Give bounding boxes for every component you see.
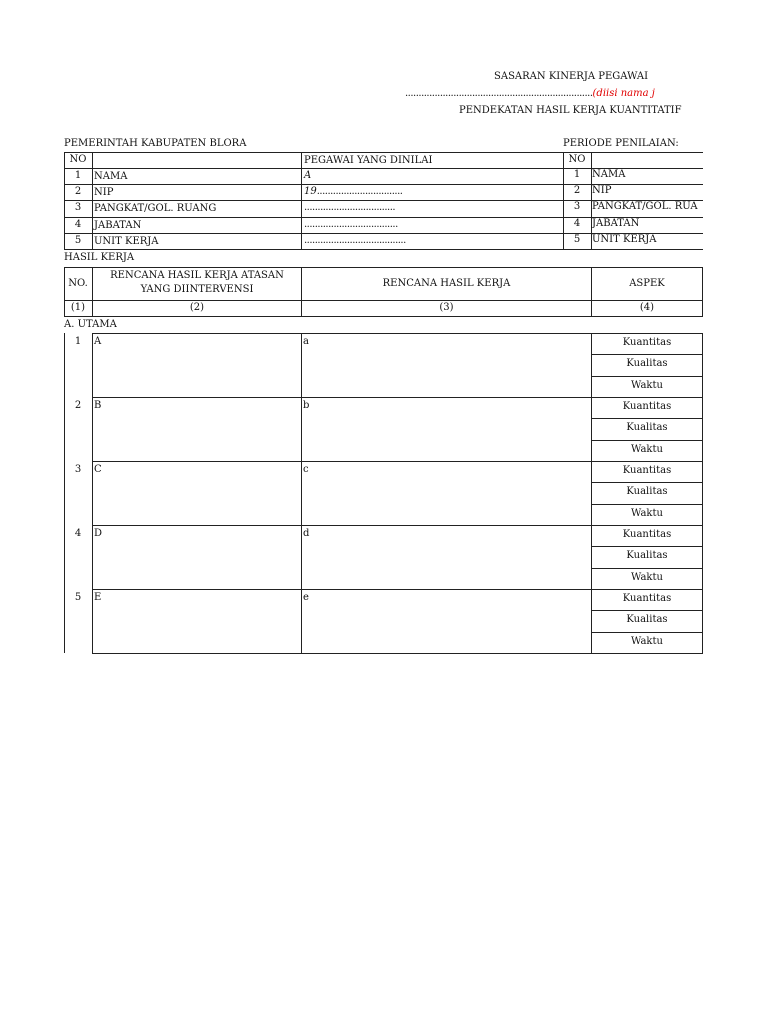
value-dots: ...................................: [304, 219, 398, 230]
col-number-4: (4): [639, 302, 655, 313]
result-row-atasan: C: [94, 464, 102, 475]
info-row-label: UNIT KERJA: [94, 236, 159, 247]
value-text: A: [304, 170, 312, 181]
col-no-header: NO.: [68, 278, 88, 289]
info-row-label: PANGKAT/GOL. RUANG: [94, 203, 217, 214]
right-info-row-no: 4: [573, 218, 581, 229]
value-dots: ..................................: [304, 202, 396, 213]
grid-line: [92, 653, 703, 654]
grid-line: [702, 461, 703, 526]
period-label: PERIODE PENILAIAN:: [563, 138, 679, 149]
aspek-cell: Kuantitas: [622, 337, 672, 348]
result-row-rencana: a: [303, 336, 309, 347]
col-number-3: (3): [439, 302, 454, 313]
right-info-row-label: UNIT KERJA: [592, 234, 657, 245]
right-info-row-no: 5: [573, 234, 581, 245]
right-info-row-no: 1: [573, 169, 581, 180]
info-row-no: 2: [74, 186, 82, 197]
info-row-no: 4: [74, 219, 82, 230]
aspek-cell: Waktu: [631, 444, 663, 455]
col-number-2: (2): [189, 302, 205, 313]
grid-line: [64, 333, 65, 653]
right-info-row-no: 3: [573, 201, 581, 212]
grid-line: [702, 333, 703, 398]
grid-line: [64, 316, 703, 317]
grid-line: [301, 525, 302, 590]
grid-line: [92, 333, 93, 398]
info-row-no: 1: [74, 170, 82, 181]
info-row-value: [304, 186, 402, 198]
organization-label: PEMERINTAH KABUPATEN BLORA: [64, 138, 247, 149]
grid-line: [301, 461, 302, 526]
group-label-utama: A. UTAMA: [64, 319, 117, 330]
pegawai-column-header: PEGAWAI YANG DINILAI: [304, 155, 433, 166]
title-fill-line: [405, 88, 655, 100]
grid-line: [92, 152, 93, 250]
grid-line: [92, 397, 93, 462]
aspek-cell: Waktu: [631, 380, 663, 391]
grid-line: [591, 568, 703, 569]
info-row-label: JABATAN: [94, 220, 142, 231]
right-info-row-label: JABATAN: [592, 218, 640, 229]
aspek-cell: Kuantitas: [622, 529, 672, 540]
info-row-value: [304, 235, 406, 247]
right-no-column-header: NO: [568, 154, 586, 165]
grid-line: [301, 333, 302, 398]
value-dots: ................................: [316, 186, 403, 197]
result-row-no: 2: [74, 400, 82, 411]
aspek-cell: Waktu: [631, 636, 663, 647]
open-paren: (: [592, 88, 597, 99]
no-column-header: NO: [69, 154, 87, 165]
result-row-no: 4: [74, 528, 82, 539]
grid-line: [591, 632, 703, 633]
col-atasan-header-line1: RENCANA HASIL KERJA ATASAN: [110, 270, 284, 281]
grid-line: [591, 354, 703, 355]
result-row-atasan: E: [94, 592, 102, 603]
grid-line: [591, 482, 703, 483]
result-row-rencana: d: [303, 528, 310, 539]
grid-line: [591, 546, 703, 547]
grid-line: [92, 589, 703, 590]
info-row-label: NIP: [94, 187, 114, 198]
grid-line: [591, 376, 703, 377]
hasil-kerja-label: HASIL KERJA: [64, 252, 135, 263]
right-info-row-label: PANGKAT/GOL. RUA: [592, 201, 698, 212]
grid-line: [301, 589, 302, 654]
aspek-cell: Kualitas: [626, 422, 668, 433]
grid-line: [591, 504, 703, 505]
grid-line: [92, 397, 703, 398]
aspek-cell: Kualitas: [626, 358, 668, 369]
grid-line: [64, 300, 703, 301]
result-row-no: 5: [74, 592, 82, 603]
grid-line: [92, 525, 93, 590]
aspek-cell: Kualitas: [626, 550, 668, 561]
aspek-cell: Kuantitas: [622, 401, 672, 412]
result-row-rencana: b: [303, 400, 310, 411]
info-row-value: [304, 170, 311, 182]
grid-line: [64, 249, 703, 250]
fill-instruction: diisi nama j: [596, 88, 655, 99]
info-row-value: [304, 219, 398, 231]
grid-line: [92, 333, 703, 334]
grid-line: [301, 397, 302, 462]
grid-line: [92, 525, 703, 526]
aspek-cell: Kuantitas: [622, 593, 672, 604]
info-row-no: 3: [74, 202, 82, 213]
grid-line: [64, 152, 703, 153]
grid-line: [591, 610, 703, 611]
value-dots: ......................................: [304, 235, 406, 246]
grid-line: [702, 525, 703, 590]
grid-line: [702, 267, 703, 317]
right-info-row-label: NAMA: [592, 169, 626, 180]
grid-line: [64, 267, 703, 268]
info-row-no: 5: [74, 235, 82, 246]
col-number-1: (1): [70, 302, 86, 313]
grid-line: [92, 461, 93, 526]
document-subtitle: PENDEKATAN HASIL KERJA KUANTITATIF: [459, 105, 682, 116]
right-info-row-label: NIP: [592, 185, 612, 196]
result-row-rencana: c: [303, 464, 309, 475]
aspek-cell: Waktu: [631, 508, 663, 519]
result-row-atasan: A: [94, 336, 102, 347]
grid-line: [591, 418, 703, 419]
aspek-cell: Kualitas: [626, 486, 668, 497]
col-aspek-header: ASPEK: [629, 278, 665, 289]
result-row-atasan: B: [94, 400, 102, 411]
document-title: SASARAN KINERJA PEGAWAI: [494, 71, 649, 82]
grid-line: [702, 397, 703, 462]
aspek-cell: Kualitas: [626, 614, 668, 625]
info-row-label: NAMA: [94, 171, 128, 182]
col-atasan-header-line2: YANG DIINTERVENSI: [140, 284, 254, 295]
col-rencana-header: RENCANA HASIL KERJA: [382, 278, 511, 289]
grid-line: [92, 589, 93, 654]
aspek-cell: Waktu: [631, 572, 663, 583]
grid-line: [591, 440, 703, 441]
result-row-no: 1: [74, 336, 82, 347]
result-row-no: 3: [74, 464, 82, 475]
grid-line: [702, 589, 703, 654]
right-info-row-no: 2: [573, 185, 581, 196]
dotted-fill: ......................................................................: [405, 88, 593, 99]
aspek-cell: Kuantitas: [622, 465, 672, 476]
value-text: 19: [304, 186, 317, 197]
grid-line: [301, 152, 302, 250]
info-row-value: [304, 202, 395, 214]
grid-line: [92, 461, 703, 462]
result-row-rencana: e: [303, 592, 309, 603]
result-row-atasan: D: [94, 528, 103, 539]
